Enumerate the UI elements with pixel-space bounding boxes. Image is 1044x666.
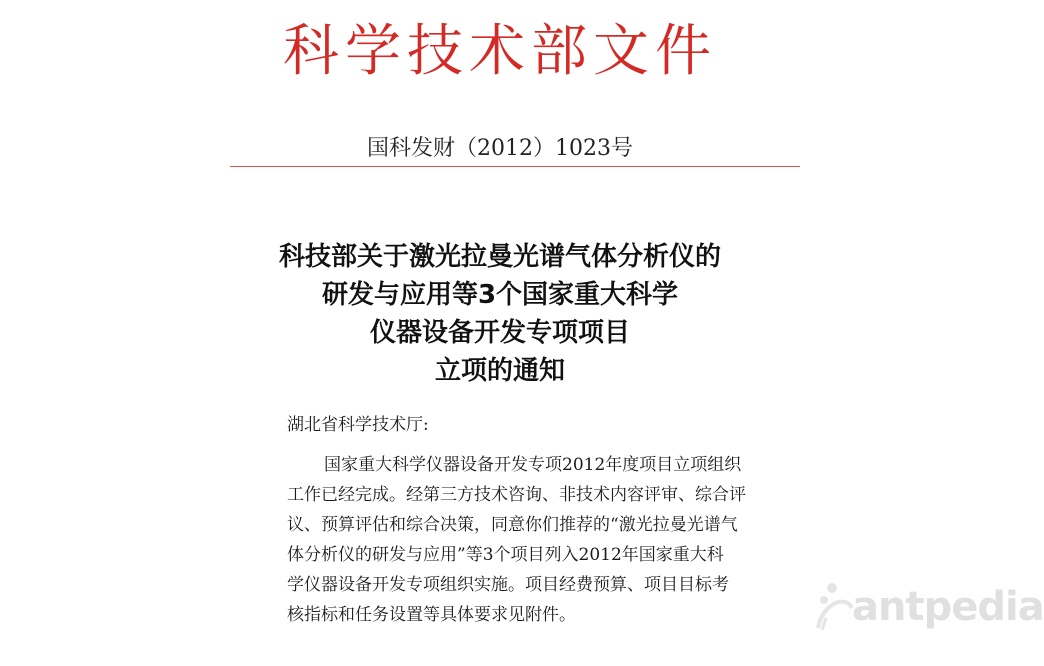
red-divider — [230, 166, 800, 167]
document-header: 科学技术部文件 — [283, 19, 717, 84]
document-number: 国科发财（2012）1023号 — [367, 136, 633, 161]
body-line: 体分析仪的研发与应用”等3个项目列入2012年国家重大科 — [287, 545, 724, 565]
body-paragraph — [287, 450, 787, 630]
document-title — [0, 238, 1000, 390]
recipient-line: 湖北省科学技术厅: — [287, 415, 429, 435]
watermark-text: antpedia — [852, 584, 1044, 630]
title-line: 研发与应用等3个国家重大科学 — [321, 280, 679, 310]
body-line: 议、预算评估和综合决策，同意你们推荐的“激光拉曼光谱气 — [287, 515, 738, 535]
body-line: 国家重大科学仪器设备开发专项2012年度项目立项组织 — [324, 455, 742, 475]
title-line: 仪器设备开发专项项目 — [369, 318, 630, 348]
antpedia-watermark — [812, 578, 1044, 638]
body-line: 学仪器设备开发专项组织实施。项目经费预算、项目目标考 — [287, 575, 729, 595]
title-line: 立项的通知 — [434, 356, 565, 386]
body-line: 核指标和任务设置等具体要求见附件。 — [287, 605, 576, 625]
body-line: 工作已经完成。经第三方技术咨询、非技术内容评审、综合评 — [287, 485, 746, 505]
title-line: 科技部关于激光拉曼光谱气体分析仪的 — [278, 242, 721, 272]
antpedia-logo-icon — [812, 578, 856, 634]
